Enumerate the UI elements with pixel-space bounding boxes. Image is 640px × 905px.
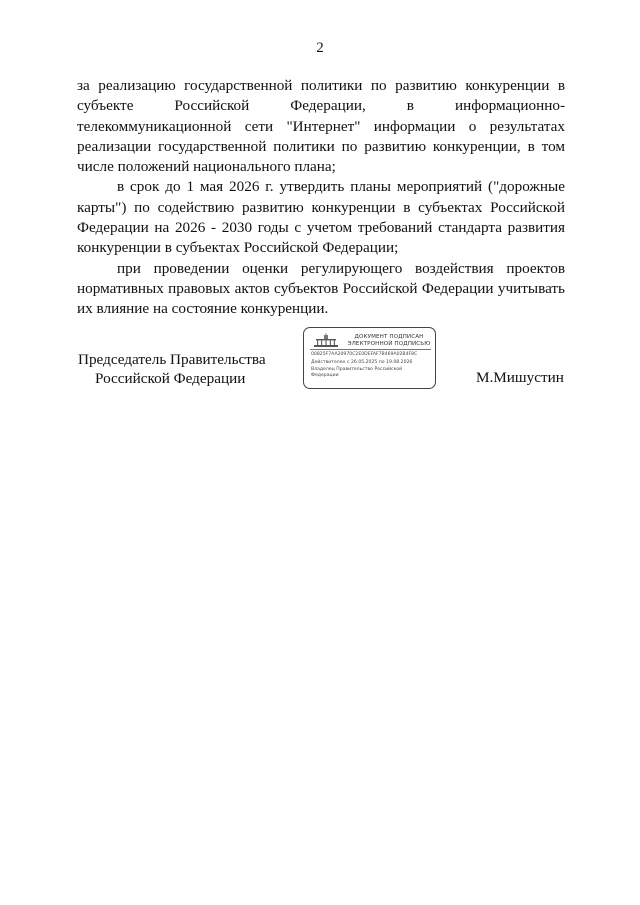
signatory-position-line1: Председатель Правительства (78, 351, 266, 368)
stamp-owner-line1: Владелец Правительство Российской (311, 367, 403, 372)
page-number: 2 (316, 40, 324, 56)
paragraph-2: в срок до 1 мая 2026 г. утвердить планы мероприятий ("дорожные карты") по содействию развитию конкуренции в субъектах Российской Федерации на 2026 - 2030 годы с учетом требований стандарта развития конкуренции в субъектах Российской Федерации; (77, 178, 565, 257)
government-building-icon (312, 333, 340, 349)
electronic-signature-stamp (303, 327, 436, 389)
signatory-name: М.Мишустин (476, 369, 564, 386)
stamp-validity: Действителен с 26.05.2025 по 19.08.2026 (311, 360, 413, 365)
document-body (77, 76, 565, 320)
signatory-position (78, 350, 266, 388)
paragraph-3: при проведении оценки регулирующего воздействия проектов нормативных правовых актов субъектов Российской Федерации учитывать их влияние на состояние конкуренции. (77, 259, 565, 318)
stamp-certificate: 00825F7AA20970C2E0DEFAF7B469A02B4F8C (311, 352, 418, 357)
stamp-title: ДОКУМЕНТ ПОДПИСАН ЭЛЕКТРОННОЙ ПОДПИСЬЮ (347, 334, 431, 347)
signatory-position-line2: Российской Федерации (95, 370, 246, 387)
paragraph-1: за реализацию государственной политики по развитию конкуренции в субъекте Российской Федерации, в информационно-телекоммуникационной сети "Интернет" информации о результатах реализации государственной политики по развитию конкуренции, в том числе положений национального плана; (77, 77, 565, 176)
stamp-owner-line2: Федерации (311, 373, 339, 378)
stamp-divider (310, 349, 431, 350)
